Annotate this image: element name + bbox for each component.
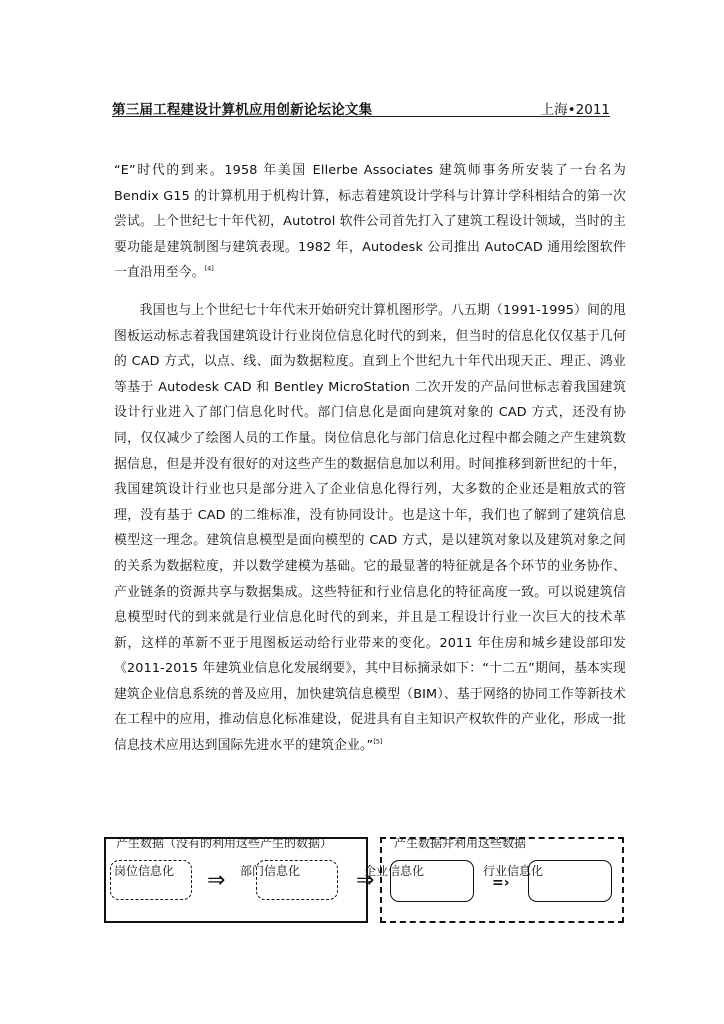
citation-5: [5] bbox=[373, 737, 383, 746]
informatization-diagram bbox=[104, 833, 624, 928]
paragraph-2 bbox=[114, 298, 626, 759]
paragraph-1-text: “E”时代的到来。1958 年美国 Ellerbe Associates 建筑师事务所安装了一台名为 Bendix G15 的计算机用于机构计算，标志着建筑设计学科与计算计学科相结合的第一次尝试。上个世纪七十年代初，Autotrol 软件公司首先打入了建筑工程设计领域，当时的主要功能是建筑制图与建筑表现。1982 年，Autodesk 公司推出 AutoCAD 通用绘图软件一直沿用至今。 bbox=[114, 163, 626, 281]
arrow-dept-to-enterprise: ⇒ bbox=[356, 868, 375, 893]
left-group-label: 产生数据（没有的利用这些产生的数据） bbox=[116, 836, 333, 850]
stage-label-industry: 行业信息化 bbox=[483, 864, 544, 878]
stage-label-dept: 部门信息化 bbox=[240, 864, 301, 878]
proceedings-title: 第三届工程建设计算机应用创新论坛论文集 bbox=[112, 102, 373, 118]
body-text bbox=[114, 158, 626, 759]
arrow-post-to-dept: ⇒ bbox=[207, 868, 226, 893]
venue-year: 上海•2011 bbox=[540, 102, 610, 118]
stage-label-enterprise: 企业信息化 bbox=[364, 864, 425, 878]
running-header bbox=[112, 98, 610, 117]
arrow-enterprise-to-industry: =› bbox=[492, 875, 510, 891]
citation-4: [4] bbox=[204, 265, 214, 274]
paragraph-1 bbox=[114, 158, 626, 286]
right-group-label: 产生数据并利用这些数据 bbox=[394, 836, 527, 850]
stage-label-post: 岗位信息化 bbox=[114, 864, 175, 878]
paragraph-2-text: 我国也与上个世纪七十年代末开始研究计算机图形学。八五期（1991-1995）间的甩图板运动标志着我国建筑设计行业岗位信息化时代的到来，但当时的信息化仅仅基于几何的 CAD 方式，以点、线、面为数据粒度。直到上个世纪九十年代出现天正、理正、鸿业等基于 Autodesk CAD 和 Bentley MicroStation 二次开发的产品问世标志着我国建筑设计行业进入了部门信息化时代。部门信息化是面向建筑对象的 CAD 方式，还没有协同，仅仅减少了绘图人员的工作量。岗位信息化与部门信息化过程中都会随之产生建筑数据信息，但是并没有很好的对这些产生的数据信息加以利用。时间推移到新世纪的十年，我国建筑设计行业也只是部分进入了企业信息化得行列，大多数的企业还是粗放式的管理，没有基于 CAD 的二维标准，没有协同设计。也是这十年，我们也了解到了建筑信息模型这一理念。建筑信息模型是面向模型的 CAD 方式，是以建筑对象以及建筑对象之间的关系为数据粒度，并以数学建模为基础。它的最显著的特征就是各个环节的业务协作、产业链条的资源共享与数据集成。这些特征和行业信息化的特征高度一致。可以说建筑信息模型时代的到来就是行业信息化时代的到来，并且是工程设计行业一次巨大的技术革新，这样的革新不亚于甩图板运动给行业带来的变化。2011 年住房和城乡建设部印发《2011-2015 年建筑业信息化发展纲要》，其中目标摘录如下：“十二五”期间，基本实现建筑企业信息系统的普及应用，加快建筑信息模型（BIM）、基于网络的协同工作等新技术在工程中的应用，推动信息化标准建设，促进具有自主知识产权软件的产业化，形成一批信息技术应用达到国际先进水平的建筑企业。” bbox=[114, 302, 626, 754]
